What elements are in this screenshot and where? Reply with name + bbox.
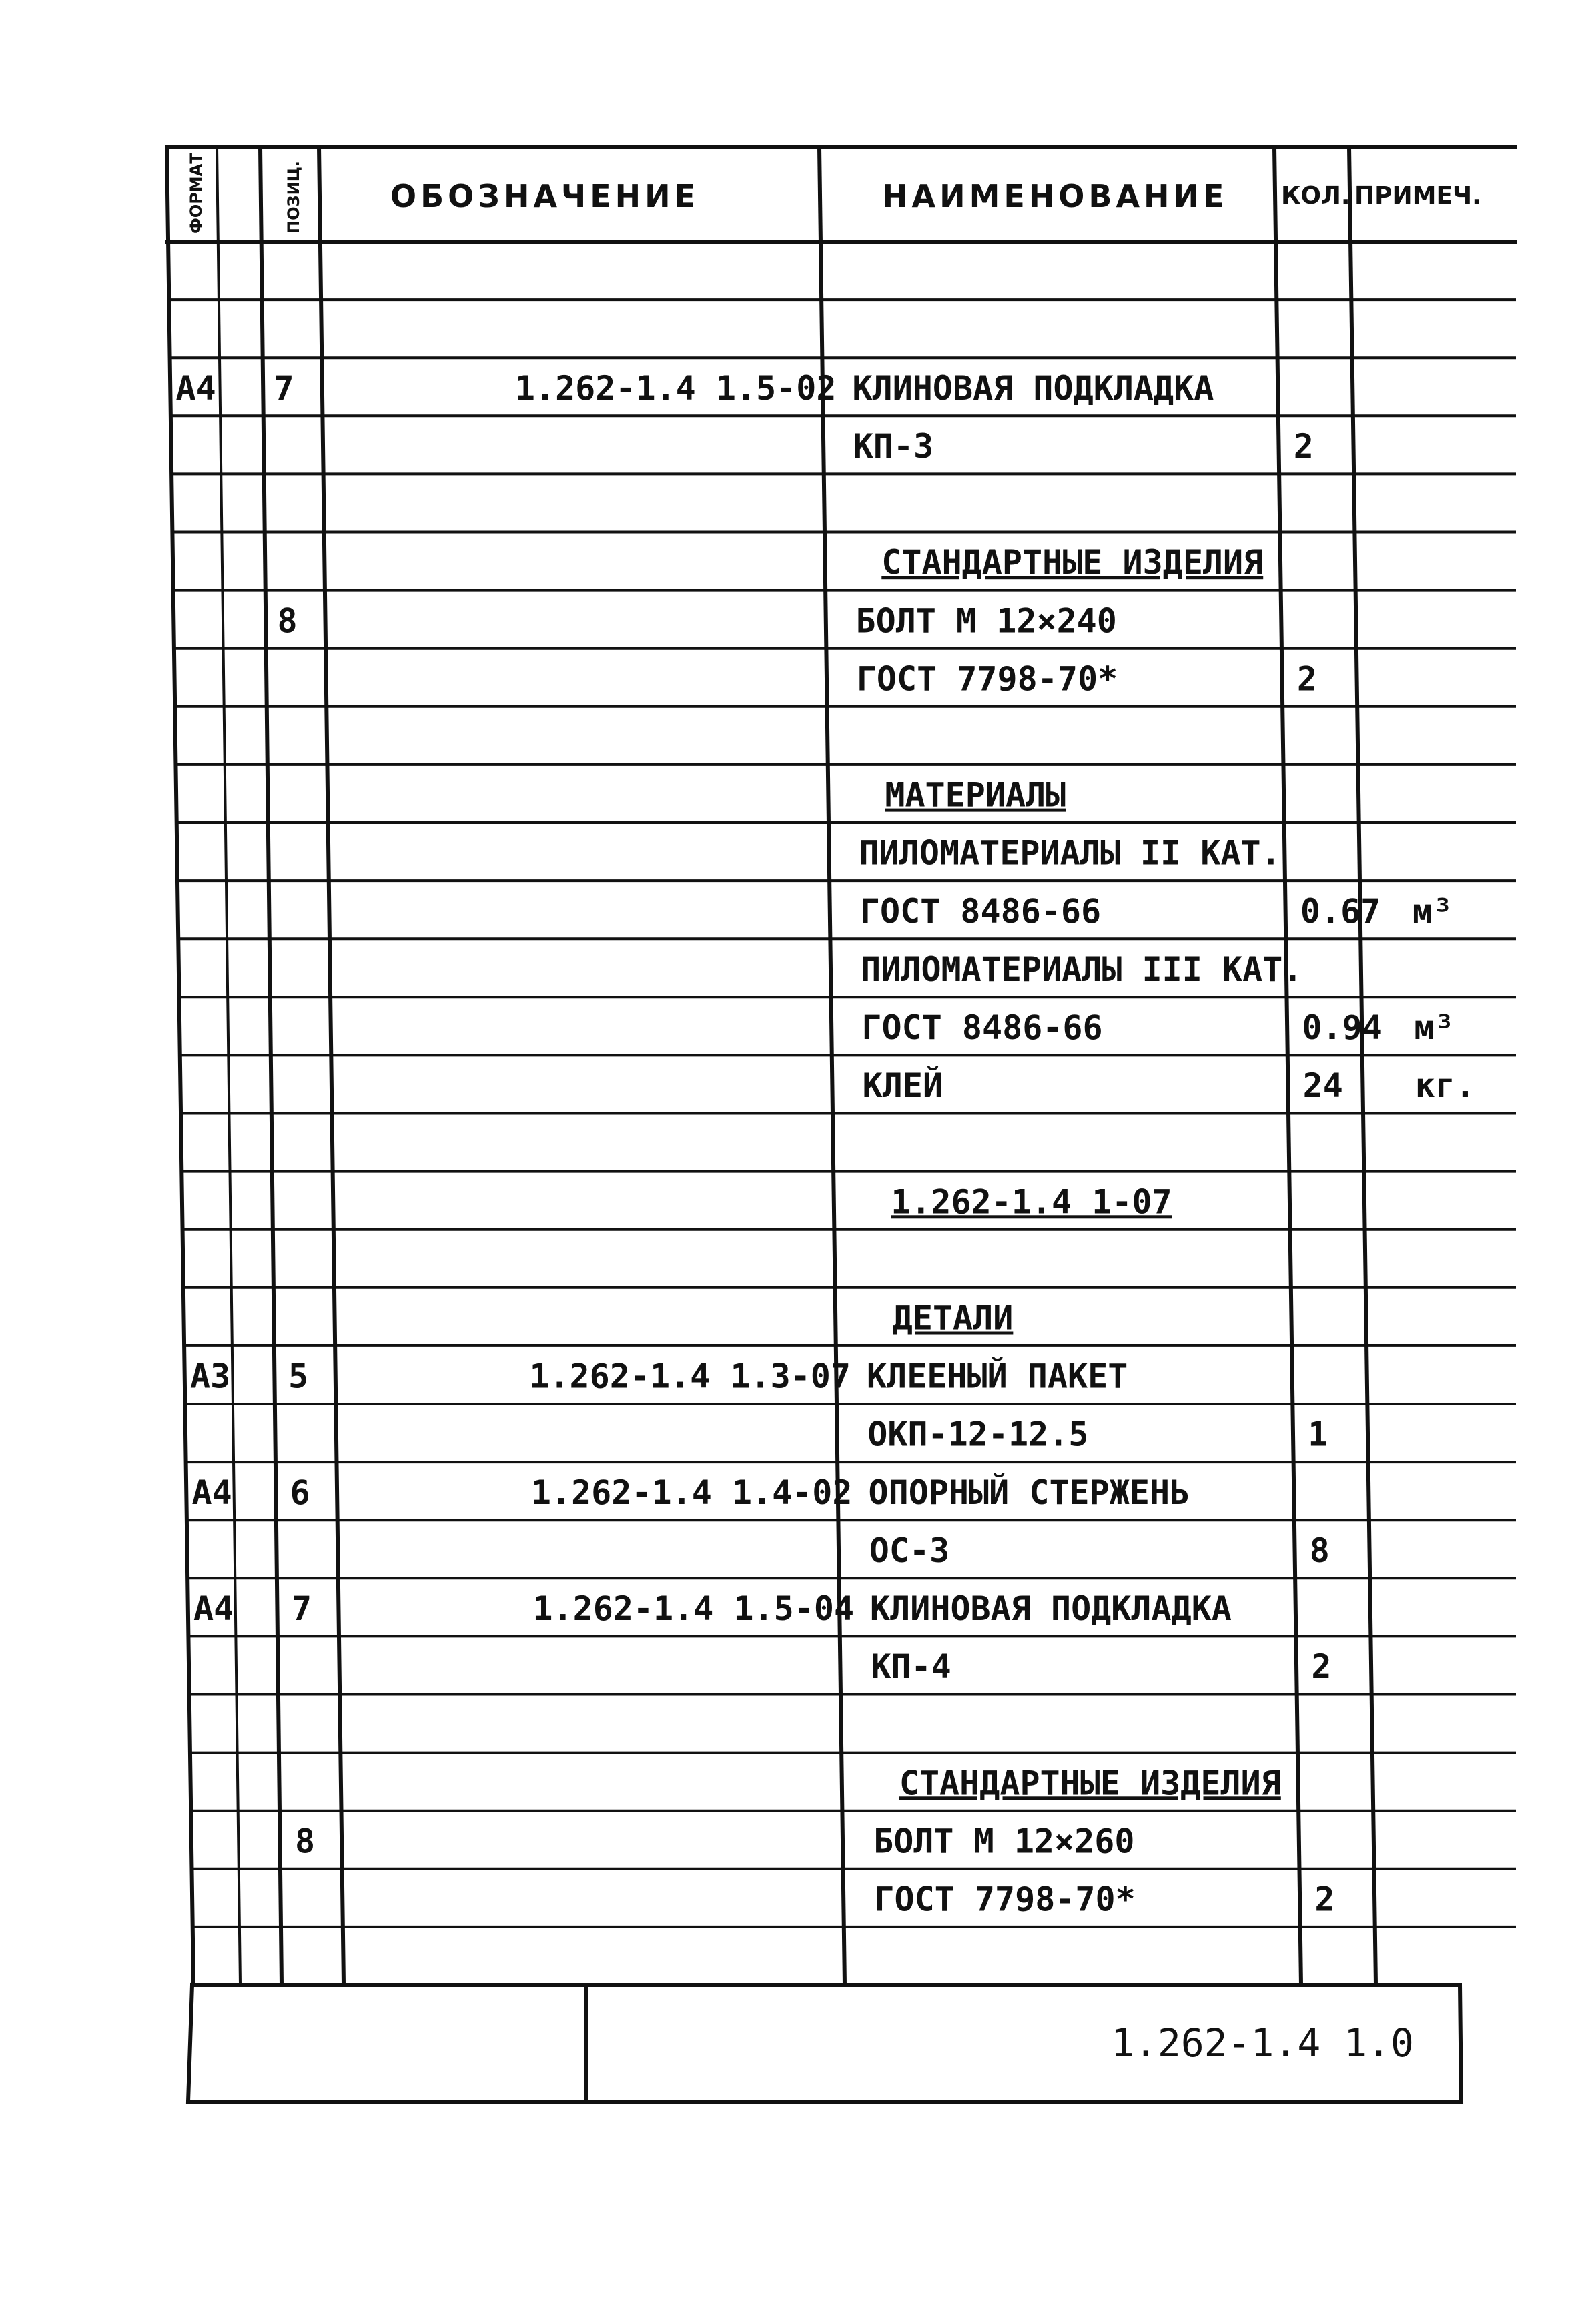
cell-position: 8 bbox=[277, 601, 298, 641]
cell-name: КЛЕЕНЫЙ ПАКЕТ bbox=[866, 1357, 1128, 1396]
cell-name: ГОСТ 8486-66 bbox=[861, 1008, 1103, 1048]
cell-position: 8 bbox=[295, 1822, 316, 1861]
cell-format: А4 bbox=[175, 368, 216, 408]
cell-name: ПИЛОМАТЕРИАЛЫ III КАТ. bbox=[861, 949, 1303, 989]
cell-qty: 0.94 bbox=[1302, 1008, 1382, 1048]
cell-name: БОЛТ М 12×260 bbox=[873, 1822, 1135, 1861]
cell-qty: 2 bbox=[1311, 1647, 1332, 1687]
cell-qty: 2 bbox=[1314, 1880, 1335, 1919]
cell-name: СТАНДАРТНЫЕ ИЗДЕЛИЯ bbox=[899, 1764, 1281, 1803]
header-position: ПОЗИЦ. bbox=[284, 160, 303, 234]
header-note: ПРИМЕЧ. bbox=[1354, 182, 1481, 210]
cell-name: ДЕТАЛИ bbox=[892, 1298, 1014, 1338]
header-qty: КОЛ. bbox=[1281, 182, 1350, 210]
cell-note: кг. bbox=[1415, 1066, 1475, 1106]
cell-name: КП-3 bbox=[853, 427, 934, 466]
cell-qty: 2 bbox=[1293, 427, 1314, 466]
cell-designation: 1.262-1.4 1.3-07 bbox=[529, 1357, 851, 1396]
cell-designation: 1.262-1.4 1.5-02 bbox=[514, 368, 837, 408]
cell-position: 6 bbox=[290, 1473, 310, 1512]
cell-name: КП-4 bbox=[871, 1647, 951, 1687]
cell-note: м³ bbox=[1414, 1008, 1455, 1048]
cell-position: 5 bbox=[288, 1357, 309, 1396]
cell-name: МАТЕРИАЛЫ bbox=[885, 775, 1066, 815]
cell-name: ГОСТ 8486-66 bbox=[859, 891, 1102, 931]
column-separators bbox=[217, 147, 1376, 1985]
cell-name: КЛИНОВАЯ ПОДКЛАДКА bbox=[870, 1589, 1232, 1629]
cell-name: ОПОРНЫЙ СТЕРЖЕНЬ bbox=[868, 1473, 1190, 1512]
header-format: ФОРМАТ bbox=[187, 153, 206, 234]
cell-qty: 8 bbox=[1309, 1531, 1330, 1570]
header-designation: ОБОЗНАЧЕНИЕ bbox=[390, 178, 700, 214]
cell-qty: 24 bbox=[1302, 1066, 1343, 1106]
cell-note: м³ bbox=[1412, 891, 1453, 931]
cell-qty: 0.67 bbox=[1300, 891, 1381, 931]
cell-name: БОЛТ М 12×240 bbox=[855, 601, 1117, 641]
cell-format: А4 bbox=[193, 1589, 234, 1629]
cell-position: 7 bbox=[274, 368, 294, 408]
cell-position: 7 bbox=[292, 1589, 312, 1629]
cell-name: ОКП-12-12.5 bbox=[867, 1415, 1089, 1454]
cell-qty: 1 bbox=[1308, 1415, 1328, 1454]
table-header bbox=[187, 153, 1481, 234]
stamp-document-code: 1.262-1.4 1.0 bbox=[1111, 2020, 1414, 2066]
cell-designation: 1.262-1.4 1.4-02 bbox=[530, 1473, 853, 1512]
header-name: НАИМЕНОВАНИЕ bbox=[882, 178, 1228, 214]
cell-name: ОС-3 bbox=[869, 1531, 950, 1570]
cell-name: ПИЛОМАТЕРИАЛЫ II КАТ. bbox=[859, 833, 1281, 873]
cell-format: А3 bbox=[189, 1357, 231, 1396]
title-block bbox=[188, 1985, 1461, 2102]
cell-name: КЛЕЙ bbox=[862, 1066, 943, 1106]
cell-name: ГОСТ 7798-70* bbox=[856, 659, 1118, 699]
cell-name: СТАНДАРТНЫЕ ИЗДЕЛИЯ bbox=[881, 543, 1264, 583]
cell-name: КЛИНОВАЯ ПОДКЛАДКА bbox=[852, 368, 1214, 408]
cell-name: ГОСТ 7798-70* bbox=[874, 1880, 1136, 1919]
cell-designation: 1.262-1.4 1.5-04 bbox=[532, 1589, 855, 1629]
cell-qty: 2 bbox=[1296, 659, 1317, 699]
cell-format: А4 bbox=[191, 1473, 232, 1512]
cell-name: 1.262-1.4 1-07 bbox=[891, 1182, 1172, 1222]
